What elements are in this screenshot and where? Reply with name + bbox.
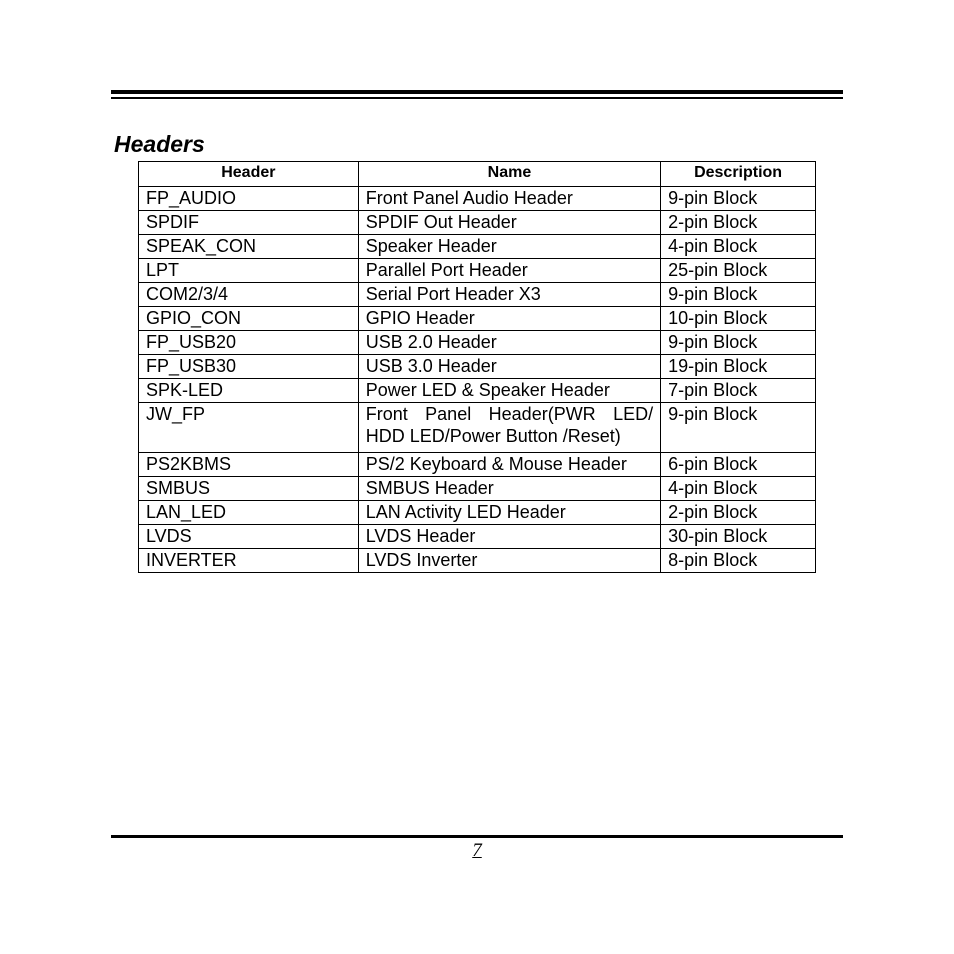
table-row [139,259,816,283]
header-cell: PS2KBMS [139,453,359,477]
column-header-name: Name [358,162,660,187]
header-cell: INVERTER [139,549,359,573]
header-cell: SPK-LED [139,379,359,403]
page-number-text: 7 [472,840,482,861]
header-rule-thin [111,97,843,99]
description-cell: 30-pin Block [661,525,816,549]
name-cell: Front Panel Audio Header [358,187,660,211]
table-row [139,477,816,501]
name-cell: LVDS Header [358,525,660,549]
name-cell: USB 2.0 Header [358,331,660,355]
description-cell: 10-pin Block [661,307,816,331]
table-row [139,331,816,355]
table-row [139,283,816,307]
header-rule-thick [111,90,843,94]
table-row [139,501,816,525]
table-row [139,307,816,331]
name-cell: LAN Activity LED Header [358,501,660,525]
table-row [139,187,816,211]
table-row [139,379,816,403]
header-cell: FP_USB20 [139,331,359,355]
description-cell: 9-pin Block [661,283,816,307]
header-cell: JW_FP [139,403,359,453]
header-cell: LVDS [139,525,359,549]
name-cell: Serial Port Header X3 [358,283,660,307]
description-cell: 7-pin Block [661,379,816,403]
name-cell: Front Panel Header(PWR LED/ HDD LED/Power Button /Reset) [358,403,660,453]
headers-table [138,161,816,573]
table-header-row [139,162,816,187]
header-cell: LPT [139,259,359,283]
name-cell: USB 3.0 Header [358,355,660,379]
table-row [139,355,816,379]
page-number [0,840,954,862]
description-cell: 8-pin Block [661,549,816,573]
table-row [139,453,816,477]
column-header-description: Description [661,162,816,187]
description-cell: 9-pin Block [661,331,816,355]
header-cell: SPDIF [139,211,359,235]
column-header-header: Header [139,162,359,187]
name-cell: GPIO Header [358,307,660,331]
table-row [139,211,816,235]
description-cell: 25-pin Block [661,259,816,283]
description-cell: 19-pin Block [661,355,816,379]
description-cell: 2-pin Block [661,501,816,525]
table-row [139,525,816,549]
name-cell: SMBUS Header [358,477,660,501]
table-row [139,403,816,453]
description-cell: 6-pin Block [661,453,816,477]
name-cell: LVDS Inverter [358,549,660,573]
name-cell: Speaker Header [358,235,660,259]
name-cell: Power LED & Speaker Header [358,379,660,403]
name-cell: SPDIF Out Header [358,211,660,235]
section-title: Headers [114,131,205,157]
name-cell: Parallel Port Header [358,259,660,283]
header-cell: FP_USB30 [139,355,359,379]
footer-rule [111,835,843,838]
table-row [139,235,816,259]
header-cell: GPIO_CON [139,307,359,331]
description-cell: 9-pin Block [661,403,816,453]
description-cell: 9-pin Block [661,187,816,211]
description-cell: 2-pin Block [661,211,816,235]
header-cell: SPEAK_CON [139,235,359,259]
description-cell: 4-pin Block [661,235,816,259]
header-cell: LAN_LED [139,501,359,525]
description-cell: 4-pin Block [661,477,816,501]
header-cell: COM2/3/4 [139,283,359,307]
header-cell: SMBUS [139,477,359,501]
table-row [139,549,816,573]
header-cell: FP_AUDIO [139,187,359,211]
name-cell: PS/2 Keyboard & Mouse Header [358,453,660,477]
